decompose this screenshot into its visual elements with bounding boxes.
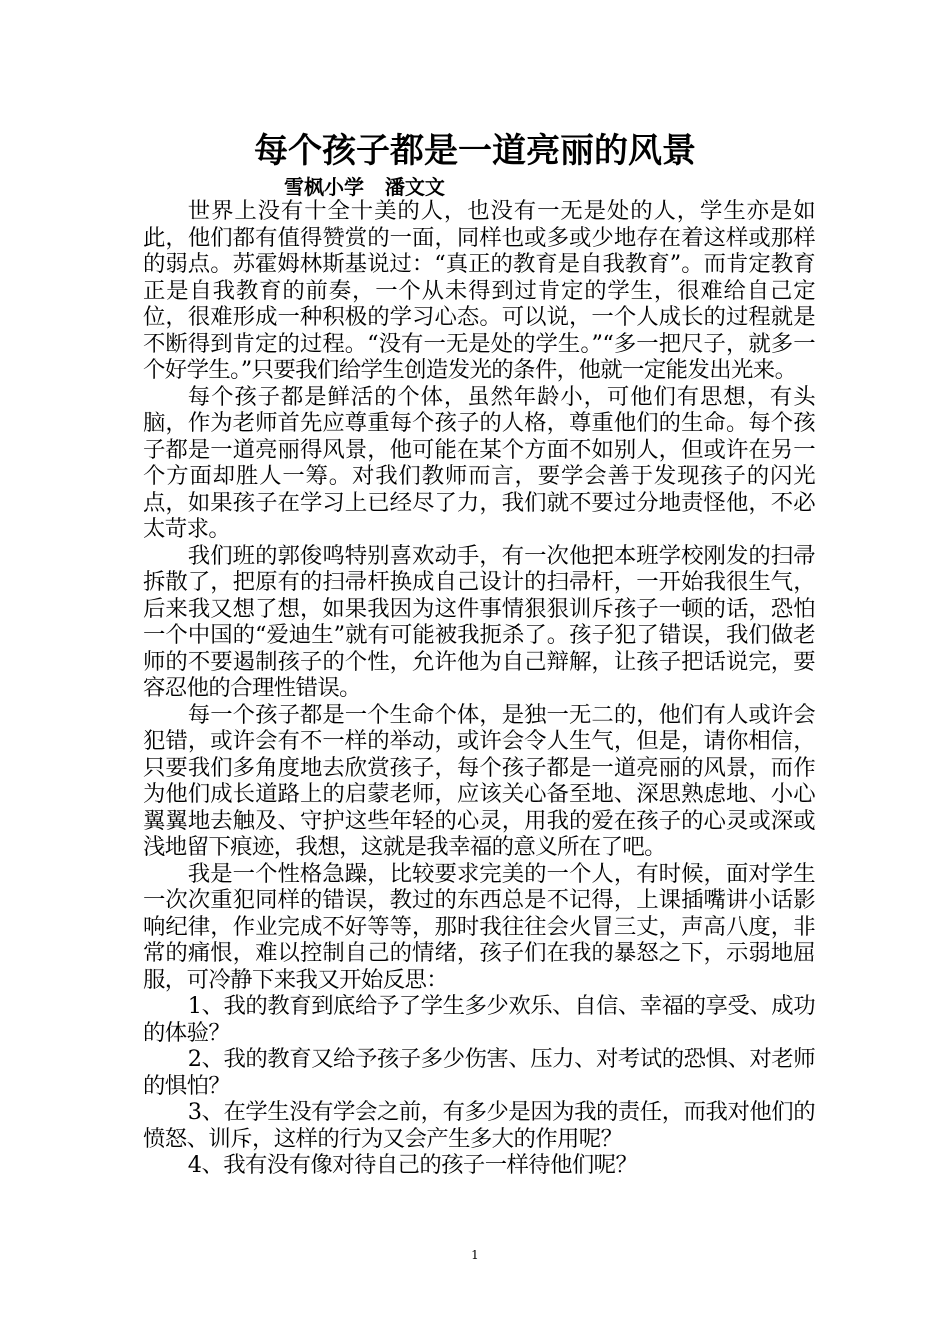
page-number: 1 <box>471 1248 479 1262</box>
reflection-item-4: 4、我有没有像对待自己的孩子一样待他们呢？ <box>187 1152 638 1178</box>
paragraph-5: 我是一个性格急躁，比较要求完美的一个人，有时候，面对学生一次次重犯同样的错误，教过的东西总是不记得，上课插嘴讲小话影响纪律，作业完成不好等等，那时我往往会火冒三丈，声高八度，非常的痛恨，难以控制自己的情绪，孩子们在我的暴怒之下，示弱地屈服，可冷静下来我又开始反思： <box>143 860 815 993</box>
paragraph-2: 每个孩子都是鲜活的个体，虽然年龄小，可他们有思想，有头脑，作为老师首先应尊重每个孩子的人格，尊重他们的生命。每个孩子都是一道亮丽得风景，他可能在某个方面不如别人，但或许在另一个方面却胜人一筹。对我们教师而言，要学会善于发现孩子的闪光点，如果孩子在学习上已经尽了力，我们就不要过分地责怪他，不必太苛求。 <box>143 383 815 542</box>
paragraph-4: 每一个孩子都是一个生命个体，是独一无二的，他们有人或许会犯错，或许会有不一样的举动，或许会令人生气，但是，请你相信，只要我们多角度地去欣赏孩子，每个孩子都是一道亮丽的风景，而作为他们成长道路上的启蒙老师，应该关心备至地、深思熟虑地、小心翼翼地去触及、守护这些年轻的心灵，用我的爱在孩子的心灵或深或浅地留下痕迹，我想，这就是我幸福的意义所在了吧。 <box>143 701 815 860</box>
reflection-item-1: 1、我的教育到底给予了学生多少欢乐、自信、幸福的享受、成功的体验？ <box>143 993 815 1046</box>
document-title: 每个孩子都是一道亮丽的风景 <box>254 131 696 171</box>
paragraph-3: 我们班的郭俊鸣特别喜欢动手，有一次他把本班学校刚发的扫帚拆散了，把原有的扫帚杆换成自己设计的扫帚杆，一开始我很生气，后来我又想了想，如果我因为这件事情狠狠训斥孩子一顿的话，恐怕一个中国的“爱迪生”就有可能被我扼杀了。孩子犯了错误，我们做老师的不要遏制孩子的个性，允许他为自己辩解，让孩子把话说完，要容忍他的合理性错误。 <box>143 542 815 701</box>
paragraph-1: 世界上没有十全十美的人，也没有一无是处的人，学生亦是如此，他们都有值得赞赏的一面，同样也或多或少地存在着这样或那样的弱点。苏霍姆林斯基说过：“真正的教育是自我教育”。而肯定教育正是自我教育的前奏，一个从未得到过肯定的学生，很难给自己定位，很难形成一种积极的学习心态。可以说，一个人成长的过程就是不断得到肯定的过程。“没有一无是处的学生。”“多一把尺子，就多一个好学生。”只要我们给学生创造发光的条件，他就一定能发出光来。 <box>143 198 815 383</box>
reflection-item-2: 2、我的教育又给予孩子多少伤害、压力、对考试的恐惧、对老师的惧怕？ <box>143 1046 815 1099</box>
reflection-item-3: 3、在学生没有学会之前，有多少是因为我的责任，而我对他们的愤怒、训斥，这样的行为又会产生多大的作用呢？ <box>143 1099 815 1152</box>
document-author: 雪枫小学 潘文文 <box>284 175 445 199</box>
document-body <box>143 198 815 1179</box>
